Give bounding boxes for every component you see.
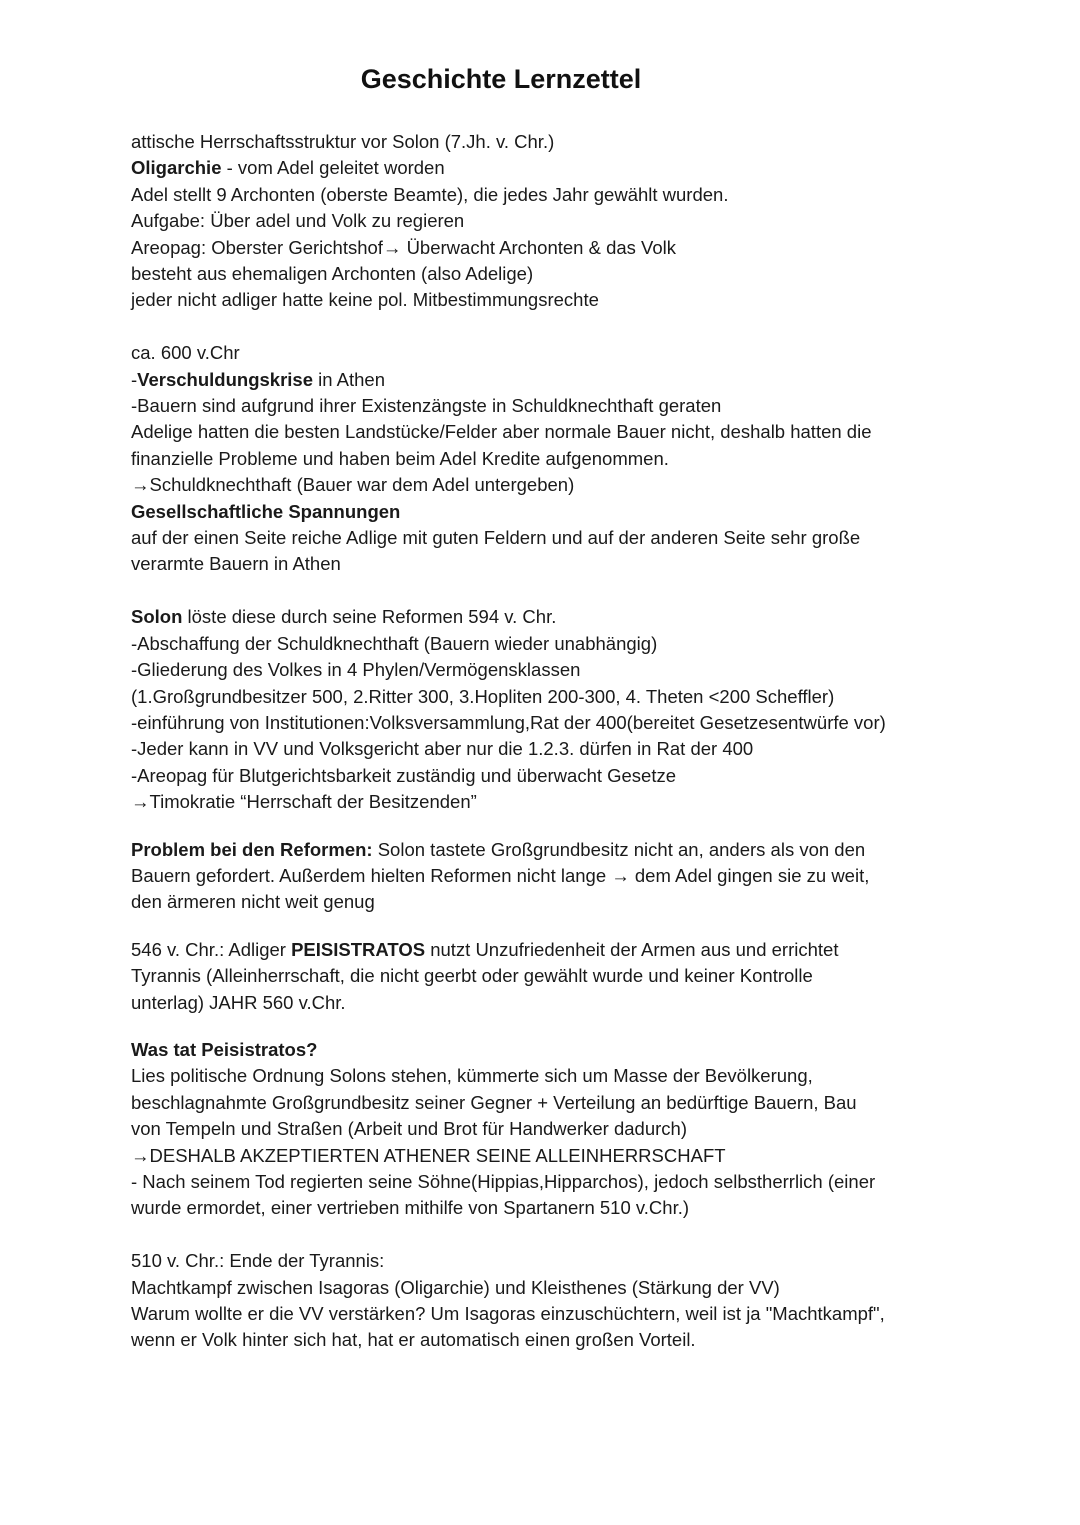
text-line: 510 v. Chr.: Ende der Tyrannis: — [131, 1250, 385, 1272]
text-line: von Tempeln und Straßen (Arbeit und Brot für Handwerker dadurch) — [131, 1118, 687, 1140]
text-line: Tyrannis (Alleinherrschaft, die nicht geerbt oder gewählt wurde und keiner Kontrolle — [131, 965, 813, 987]
text-line: -Jeder kann in VV und Volksgericht aber nur die 1.2.3. dürfen in Rat der 400 — [131, 738, 754, 760]
text-line: wurde ermordet, einer vertrieben mithilfe von Spartanern 510 v.Chr.) — [131, 1197, 690, 1219]
text-fragment: - — [131, 368, 138, 390]
page-title: Geschichte Lernzettel — [360, 64, 642, 94]
text-line: verarmte Bauern in Athen — [131, 553, 341, 575]
text-line: Adel stellt 9 Archonten (oberste Beamte), die jedes Jahr gewählt wurden. — [131, 183, 729, 205]
spacer — [131, 1222, 991, 1248]
text-line: attische Herrschaftsstruktur vor Solon (7.Jh. v. Chr.) — [131, 131, 555, 152]
spacer — [131, 578, 991, 604]
text-line: -Abschaffung der Schuldknechthaft (Bauern wieder unabhängig) — [131, 632, 658, 654]
heading-problem-bei-den-reformen: Problem bei den Reformen: — [131, 838, 373, 860]
text-line: Warum wollte er die VV verstärken? Um Isagoras einzuschüchtern, weil ist ja "Machtkampf", — [131, 1303, 885, 1325]
text-fragment: 546 v. Chr.: Adliger — [131, 938, 292, 960]
text-line: - Nach seinem Tod regierten seine Söhne(Hippias,Hipparchos), jedoch selbstherrlich (einer — [131, 1171, 876, 1192]
text-line: wenn er Volk hinter sich hat, hat er automatisch einen großen Vorteil. — [131, 1329, 696, 1351]
text-line: Machtkampf zwischen Isagoras (Oligarchie) und Kleisthenes (Stärkung der VV) — [131, 1276, 780, 1298]
text-fragment: - vom Adel geleitet worden — [221, 157, 445, 179]
text-line — [131, 604, 991, 630]
text-line: unterlag) JAHR 560 v.Chr. — [131, 991, 346, 1013]
spacer — [131, 314, 991, 340]
text-line: Aufgabe: Über adel und Volk zu regieren — [131, 210, 465, 232]
text-line — [131, 937, 991, 963]
text-line: -einführung von Institutionen:Volksversammlung,Rat der 400(bereitet Gesetzesentwürfe vor) — [131, 711, 886, 733]
term-peisistratos: PEISISTRATOS — [291, 938, 426, 960]
heading-was-tat-peisistratos: Was tat Peisistratos? — [131, 1038, 318, 1060]
term-solon: Solon — [131, 606, 183, 628]
text-line: auf der einen Seite reiche Adlige mit guten Feldern und auf der anderen Seite sehr große — [131, 527, 861, 549]
spacer — [131, 1016, 991, 1037]
text-line: →DESHALB AKZEPTIERTEN ATHENER SEINE ALLEINHERRSCHAFT — [131, 1144, 726, 1166]
text-line: finanzielle Probleme und haben beim Adel Kredite aufgenommen. — [131, 447, 669, 469]
text-line: →Schuldknechthaft (Bauer war dem Adel untergeben) — [131, 474, 575, 496]
text-line — [131, 367, 991, 393]
text-fragment: in Athen — [313, 368, 386, 390]
spacer — [131, 916, 991, 937]
text-line: Bauern gefordert. Außerdem hielten Reformen nicht lange → dem Adel gingen sie zu weit, — [131, 864, 870, 886]
text-line: ca. 600 v.Chr — [131, 342, 240, 364]
notes-body — [131, 129, 991, 1354]
text-fragment: löste diese durch seine Reformen 594 v. Chr. — [182, 606, 557, 628]
text-line: Adelige hatten die besten Landstücke/Felder aber normale Bauer nicht, deshalb hatten die — [131, 421, 872, 443]
text-line: →Timokratie “Herrschaft der Besitzenden” — [131, 791, 477, 813]
text-line — [131, 499, 991, 525]
text-line — [131, 1037, 991, 1063]
text-line: jeder nicht adliger hatte keine pol. Mitbestimmungsrechte — [131, 289, 599, 311]
text-line: -Bauern sind aufgrund ihrer Existenzängste in Schuldknechthaft geraten — [131, 395, 722, 417]
text-line: Areopag: Oberster Gerichtshof→ Überwacht Archonten & das Volk — [131, 236, 677, 258]
term-oligarchie: Oligarchie — [131, 157, 222, 179]
text-line: (1.Großgrundbesitzer 500, 2.Ritter 300, 3.Hopliten 200-300, 4. Theten <200 Scheffler) — [131, 685, 835, 707]
text-line: -Gliederung des Volkes in 4 Phylen/Vermögensklassen — [131, 659, 581, 681]
term-verschuldungskrise: Verschuldungskrise — [137, 368, 313, 390]
text-line: besteht aus ehemaligen Archonten (also Adelige) — [131, 263, 534, 285]
text-line: -Areopag für Blutgerichtsbarkeit zuständig und überwacht Gesetze — [131, 764, 677, 786]
text-line: den ärmeren nicht weit genug — [131, 891, 375, 913]
spacer — [131, 816, 991, 837]
text-line: Lies politische Ordnung Solons stehen, kümmerte sich um Masse der Bevölkerung, — [131, 1065, 813, 1087]
text-line: beschlagnahmte Großgrundbesitz seiner Gegner + Verteilung an bedürftige Bauern, Bau — [131, 1091, 857, 1113]
text-fragment: Solon tastete Großgrundbesitz nicht an, anders als von den — [372, 838, 866, 860]
heading-gesellschaftliche-spannungen: Gesellschaftliche Spannungen — [131, 500, 401, 522]
text-fragment: nutzt Unzufriedenheit der Armen aus und errichtet — [425, 938, 839, 960]
text-line — [131, 837, 991, 863]
text-line — [131, 155, 991, 181]
